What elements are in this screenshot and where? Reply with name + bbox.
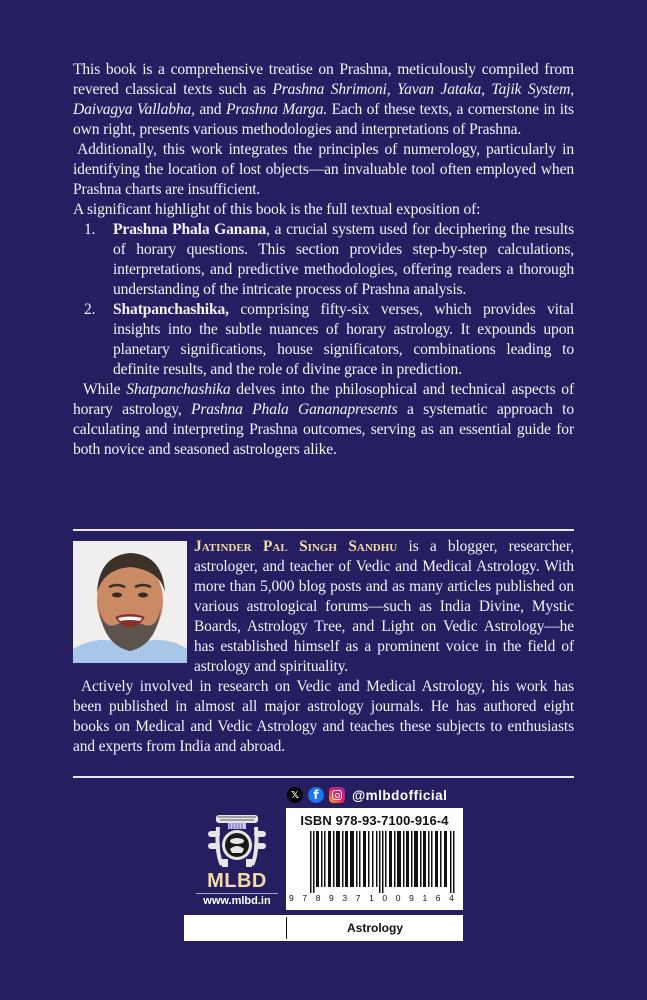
- description-paragraph-4: [73, 380, 574, 460]
- mlbd-emblem-icon: [206, 813, 268, 869]
- photo-spacer: [73, 537, 187, 661]
- list-number: 2.: [84, 301, 96, 318]
- instagram-icon[interactable]: [329, 787, 345, 803]
- barcode-icon: [310, 831, 456, 893]
- x-icon[interactable]: 𝕏: [287, 787, 303, 803]
- text: delves into the philosophical and technical aspects of horary astrology,: [73, 381, 574, 418]
- highlights-list: [73, 220, 574, 380]
- barcode-digit: 1: [369, 893, 374, 903]
- category-label: Astrology: [346, 921, 403, 935]
- barcode-digit: 7: [302, 893, 308, 903]
- description-paragraph-1: [73, 60, 574, 140]
- author-bio-paragraph-2: Actively involved in research on Vedic and Medical Astrology, his work has been published in almost all major astrology journals. He has authored eight books on Medical and Vedic Astrology and teaches these subjects to enthusiasts and experts from India and abroad.: [73, 678, 574, 755]
- publisher-url[interactable]: www.mlbd.in: [203, 895, 271, 907]
- facebook-icon[interactable]: f: [308, 787, 324, 803]
- text: Each of these texts, a cornerstone in its own right, presents various methodologies and interpretations of Prashna.: [73, 101, 574, 138]
- divider-line: [73, 529, 574, 531]
- description-paragraph-2: Additionally, this work integrates the principles of numerology, particularly in identifying the location of lost objects—an invaluable tool often employed when Prashna charts are insufficient.: [73, 141, 574, 198]
- source-titles: Prashna Shrimoni, Yavan Jataka, Tajik System, Daivagya Vallabha,: [73, 81, 575, 118]
- isbn-label: ISBN 978-93-7100-916-4: [300, 813, 449, 828]
- publisher-brand: MLBD: [207, 870, 267, 892]
- barcode-digit: 3: [342, 893, 348, 903]
- barcode-digit: 0: [395, 893, 401, 903]
- logo-divider: [196, 893, 278, 894]
- list-item: [73, 300, 574, 380]
- barcode-digit: 9: [289, 893, 294, 903]
- description-paragraph-3: A significant highlight of this book is the full textual exposition of:: [73, 201, 481, 218]
- book-title: Prashna Phala Gananapresents: [190, 401, 398, 418]
- list-number: 1.: [84, 221, 96, 238]
- category-label-bar: [184, 915, 463, 941]
- barcode-digit: 9: [329, 893, 334, 903]
- list-item-text: comprising fifty-six verses, which provides vital insights into the subtle nuances of horary astrology. It expounds upon planetary significations, house significators, combinations leading to definite results, and the role of divine grace in prediction.: [113, 301, 574, 378]
- book-description: [73, 60, 574, 460]
- barcode-digit: 7: [355, 893, 361, 903]
- social-links: [287, 786, 447, 804]
- text: a systematic approach to calculating and interpreting Prashna outcomes, serving as an essential guide for both novice and seasoned astrologers alike.: [73, 401, 574, 458]
- list-item-title: Shatpanchashika,: [113, 301, 229, 318]
- list-item-text: , a crucial system used for deciphering the results of horary questions. This section provides step-by-step calculations, interpretations, and predictive methodologies, offering readers a thorough understanding of the intricate process of Prashna analysis.: [113, 221, 574, 298]
- social-handle: @mlbdofficial: [352, 787, 448, 803]
- instagram-glyph: [332, 790, 342, 800]
- text: This book is a comprehensive treatise on Prashna, meticulously compiled from revered classical texts such as: [73, 61, 574, 98]
- source-title: Prashna Marga.: [225, 101, 328, 118]
- barcode-digit: 0: [382, 893, 388, 903]
- text: and: [194, 101, 226, 118]
- author-bio-text: is a blogger, researcher, astrologer, and teacher of Vedic and Medical Astrology. With more than 5,000 blog posts and as many articles published on various astrological forums—such as India Divine, Mystic Boards, Astrology Tree, and Light on Vedic Astrology—he has established himself as a prominent voice in the field of astrology and spirituality.: [194, 538, 574, 675]
- author-bio: [73, 537, 574, 757]
- barcode-digit: 4: [449, 893, 454, 903]
- barcode-digit: 9: [409, 893, 414, 903]
- book-title: Shatpanchashika: [126, 381, 231, 398]
- divider-line: [73, 776, 574, 778]
- isbn-barcode-box: [286, 808, 463, 910]
- barcode-digit: 8: [315, 893, 321, 903]
- author-name: Jatinder Pal Singh Sandhu: [194, 538, 398, 555]
- list-item-title: Prashna Phala Ganana: [113, 221, 267, 238]
- barcode-digit: 1: [422, 893, 428, 903]
- barcode-digit: 6: [435, 893, 441, 903]
- list-item: [73, 220, 574, 300]
- publisher-logo: [192, 813, 282, 911]
- barcode-digits: [289, 893, 454, 903]
- text: While: [83, 381, 127, 398]
